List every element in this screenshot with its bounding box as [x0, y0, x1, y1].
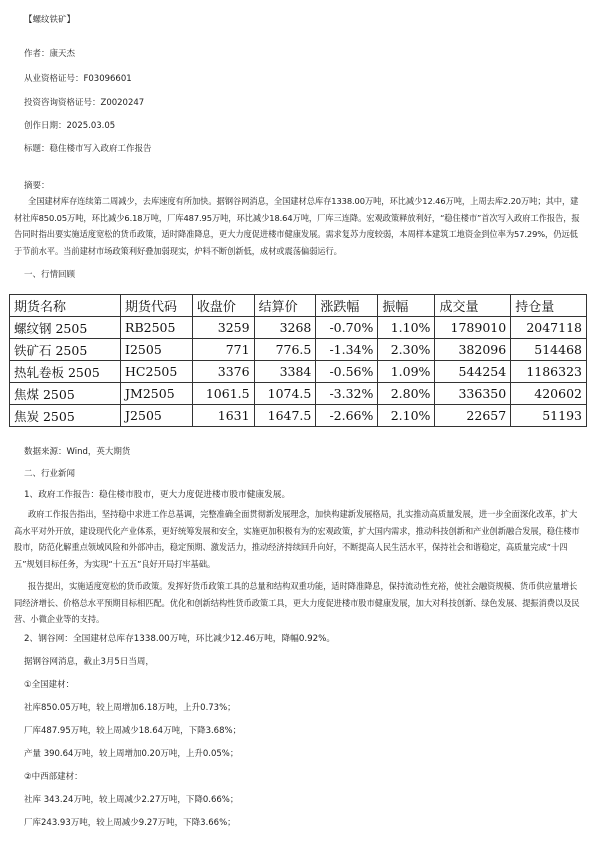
table-cell: 1.10%: [378, 317, 435, 339]
table-cell: 382096: [435, 339, 511, 361]
table-cell: RB2505: [121, 317, 193, 339]
news1-paragraph: 报告提出，实施适度宽松的货币政策。发挥好货币政策工具的总量和结构双重功能，适时降准降息，保持流动性充裕，使社会融资规模、货币供应量增长同经济增长、价格总水平预期目标相匹配。优化和创新结构性货币政策工具，更大力度促进楼市股市健康发展，加大对科技创新、绿色发展、提振消费以及民营、小微企业等的支持。: [14, 581, 580, 624]
abstract-text: 全国建材库存连续第二周减少，去库速度有所加快。据钢谷网消息，全国建材总库存1338.00万吨，环比减少12.46万吨，上周去库2.20万吨；其中，建材社库850.05万吨，环比减少6.18万吨，厂库487.95万吨，环比减少18.64万吨，厂库三连降。宏观政策释放利好，“稳住楼市”首次写入政府工作报告，报告同时指出要实施适度宽松的货币政策，适时降准降息，更大力度促进楼市健康发展。需求复苏力度较弱，本周样本建筑工地资金到位率为57.29%，仍远低于节前水平。当前建材市场政策利好叠加弱现实，炉料不断创新低，成材或震荡偏弱运行。: [14, 196, 580, 256]
table-cell: J2505: [121, 405, 193, 427]
col-header: 结算价: [254, 295, 316, 317]
news2-line: 厂库243.93万吨，较上周减少9.27万吨，下降3.66%；: [24, 818, 236, 828]
news1-body-2: [14, 578, 580, 628]
table-cell: 544254: [435, 361, 511, 383]
news2-title: 2、钢谷网：全国建材总库存1338.00万吨，环比减少12.46万吨，降幅0.92%。: [24, 634, 336, 644]
news2-line: ②中西部建材：: [24, 772, 83, 782]
table-cell: 焦炭 2505: [10, 405, 121, 427]
table-cell: 22657: [435, 405, 511, 427]
table-cell: -1.34%: [316, 339, 378, 361]
table-cell: 51193: [511, 405, 587, 427]
consulting-cert: 投资咨询资格证号：Z0020247: [24, 98, 145, 108]
col-header: 期货名称: [10, 295, 121, 317]
table-row: [10, 317, 587, 339]
table-cell: 1647.5: [254, 405, 316, 427]
table-cell: 3259: [192, 317, 254, 339]
table-cell: 1061.5: [192, 383, 254, 405]
table-cell: 514468: [511, 339, 587, 361]
table-cell: 3268: [254, 317, 316, 339]
table-cell: 螺纹钢 2505: [10, 317, 121, 339]
table-cell: -3.32%: [316, 383, 378, 405]
table-cell: 1186323: [511, 361, 587, 383]
col-header: 持仓量: [511, 295, 587, 317]
table-cell: 2.10%: [378, 405, 435, 427]
category-label: 【螺纹铁矿】: [24, 15, 76, 25]
news2-line: 厂库487.95万吨，较上周减少18.64万吨，下降3.68%；: [24, 726, 242, 736]
table-cell: -0.70%: [316, 317, 378, 339]
news2-line: 社库 343.24万吨，较上周减少2.27万吨，下降0.66%；: [24, 795, 239, 805]
futures-quotes-table: [9, 294, 587, 427]
table-cell: -2.66%: [316, 405, 378, 427]
table-cell: -0.56%: [316, 361, 378, 383]
news1-title: 1、政府工作报告：稳住楼市股市，更大力度促进楼市股市健康发展。: [24, 490, 291, 500]
news2-line: ①全国建材：: [24, 680, 75, 690]
abstract-heading: 摘要：: [24, 181, 50, 191]
table-cell: 热轧卷板 2505: [10, 361, 121, 383]
table-cell: 1631: [192, 405, 254, 427]
news2-line: 社库850.05万吨，较上周增加6.18万吨，上升0.73%；: [24, 703, 236, 713]
table-row: [10, 339, 587, 361]
qualification-cert: 从业资格证号：F03096601: [24, 74, 132, 84]
col-header: 收盘价: [192, 295, 254, 317]
table-cell: HC2505: [121, 361, 193, 383]
section-market-review: 一、行情回顾: [24, 270, 76, 280]
table-cell: 2047118: [511, 317, 587, 339]
table-cell: 771: [192, 339, 254, 361]
table-cell: 焦煤 2505: [10, 383, 121, 405]
table-cell: 420602: [511, 383, 587, 405]
table-cell: 1074.5: [254, 383, 316, 405]
table-cell: JM2505: [121, 383, 193, 405]
table-header-row: [10, 295, 587, 317]
author-line: 作者：康天杰: [24, 49, 76, 59]
table-cell: I2505: [121, 339, 193, 361]
col-header: 成交量: [435, 295, 511, 317]
table-row: [10, 405, 587, 427]
news2-line: 产量 390.64万吨，较上周增加0.20万吨，上升0.05%；: [24, 749, 239, 759]
table-cell: 776.5: [254, 339, 316, 361]
abstract-body: [14, 193, 580, 259]
col-header: 期货代码: [121, 295, 193, 317]
section-industry-news: 二、行业新闻: [24, 469, 76, 479]
news1-paragraph: 政府工作报告指出，坚持稳中求进工作总基调，完整准确全面贯彻新发展理念，加快构建新发展格局，扎实推动高质量发展，进一步全面深化改革，扩大高水平对外开放，建设现代化产业体系，更好统筹发展和安全，实施更加积极有为的宏观政策，扩大国内需求，推动科技创新和产业创新融合发展，稳住楼市股市，防范化解重点领域风险和外部冲击，稳定预期、激发活力，推动经济持续回升向好，不断提高人民生活水平，保持社会和谐稳定，高质量完成“十四五”规划目标任务，为实现“十五五”良好开局打牢基础。: [14, 509, 580, 569]
report-title: 标题：稳住楼市写入政府工作报告: [24, 144, 152, 154]
creation-date: 创作日期：2025.03.05: [24, 121, 116, 131]
table-cell: 铁矿石 2505: [10, 339, 121, 361]
table-cell: 1.09%: [378, 361, 435, 383]
news1-body: [14, 506, 580, 572]
table-row: [10, 383, 587, 405]
table-cell: 1789010: [435, 317, 511, 339]
table-cell: 2.30%: [378, 339, 435, 361]
table-row: [10, 361, 587, 383]
table-cell: 3376: [192, 361, 254, 383]
table-cell: 3384: [254, 361, 316, 383]
news2-line: 据钢谷网消息，截止3月5日当周，: [24, 657, 154, 667]
col-header: 涨跌幅: [316, 295, 378, 317]
col-header: 振幅: [378, 295, 435, 317]
table-cell: 2.80%: [378, 383, 435, 405]
table-cell: 336350: [435, 383, 511, 405]
data-source: 数据来源：Wind，英大期货: [24, 447, 131, 457]
